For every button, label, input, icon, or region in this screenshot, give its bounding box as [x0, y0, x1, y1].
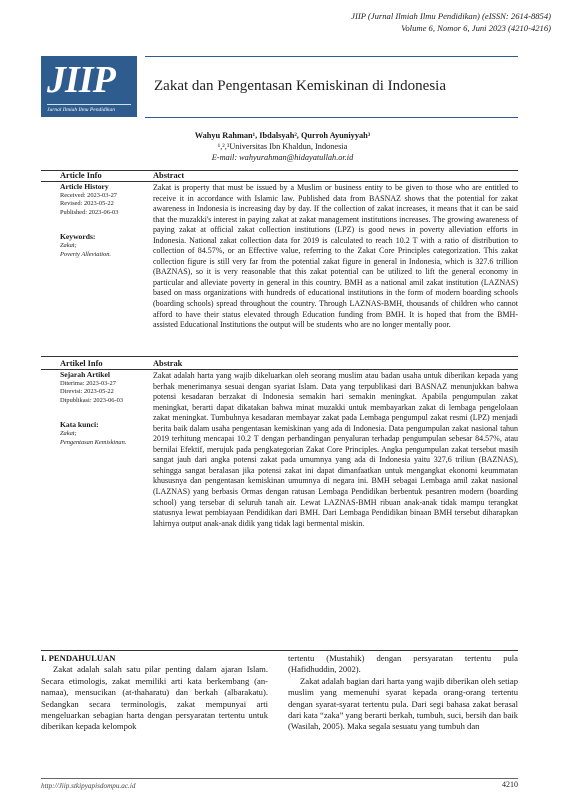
abstract-heading: Abstract [153, 171, 185, 180]
keywords-heading: Keywords: [60, 232, 96, 242]
abstract-english: Zakat is property that must be issued by a Muslim or business entity to be given to those who are entitled to receive it in accordance with Islamic law. Published data from BASNAZ shows that the potential for zakat awareness in Indonesia is increasing day by day. If the collection of zakat increases, it means that it can be said that the muzakki's interest in paying zakat at zakat management institutions increases. The growing awareness of paying zakat at official zakat collection institutions (LPZ) is good news in poverty alleviation efforts in Indonesia. National zakat collection data for 2019 is calculated to reach 10.2 T with a ratio of distribution to collection of 84.57%, or an Effective value, referring to the Zakat Core Principles categorization. This zakat collection figure is still very far from the potential zakat figure in general in Indonesia, which is 327.6 trillion (BAZNAS), so it is very reasonable that this zakat potential can be utilized to lift the general economy in particular and alleviate poverty in general in this country. BMH as a national amil zakat institution (LAZNAS) based on mass organizations with hundreds of educational institutions in the form of modern boarding schools (boarding schools) spread throughout the country. Through LAZNAS-BMH, thousands of children who cannot afford to have their status elevated through Education funding from BMH. It is hoped that from the BMH-assisted Educational Institutions the output will be students who are no longer mentally poor. [153, 183, 518, 330]
abstrak-heading: Abstrak [153, 359, 183, 368]
received-date: Diterima: 2023-03-27 [60, 379, 116, 387]
section-heading: I. PENDAHULUAN [41, 653, 116, 663]
journal-logo [41, 56, 137, 117]
article-title: Zakat dan Pengentasan Kemiskinan di Indonesia [154, 78, 447, 94]
history-heading: Sejarah Artikel [60, 370, 110, 379]
author-block [0, 130, 565, 163]
body-column-right [288, 653, 518, 733]
journal-header [351, 10, 551, 34]
history-heading: Article History [60, 182, 109, 191]
rule-en-top [41, 170, 518, 171]
rule-id-mid [41, 369, 518, 370]
logo-divider [47, 104, 131, 105]
published-date: Dipublikasi: 2023-06-03 [60, 396, 124, 404]
published-date: Published: 2023-06-03 [60, 208, 119, 216]
abstract-indonesian: Zakat adalah harta yang wajib dikeluarkan oleh seorang muslim atau badan usaha untuk diberikan kepada yang berhak menerimanya sesuai dengan syariat Islam. Data yang terpublikasi dari BASNAZ menunjukkan bahwa potensi kesadaran berzakat di Indonesia semakin hari semakin meningkat. Apabila pengumpulan zakat meningkat, berarti dapat dikatakan bahwa minat muzakki untuk membayarkan zakat di lembaga pengelolaan zakat meningkat. Tumbuhnya kesadaran membayar zakat pada Lembaga pengumpul zakat resmi (LPZ) menjadi berita baik dalam usaha pengentasan kemiskinan yang ada di Indonesia. Data pengumpulan zakat nasional tahun 2019 terhitung mencapai 10.2 T dengan perbandingan penyaluran terhadap pengumpulan sebesar 84.57%, atau bernilai Efektif, merujuk pada pengkategorian Zakat Core Principles. Angka pengumpulan zakat tersebut masih sangat jauh dari angka potensi zakat pada umumnya yang ada di Indonesia yaitu 327,6 triliun (BAZNAS), sehingga sangat beralasan jika potensi zakat ini dapat dimanfaatkan untuk mengangkat ekonomi keummatan khususnya dan pengentasan kemiskinan umumnya di negara ini. BMH sebagai Lembaga amil zakat nasional (LAZNAS) yang berbasis Ormas dengan ratusan Lembaga Pendidikan berbentuk pesantren modern (boarding school) yang tersebar di seluruh tanah air. Lewat LAZNAS-BMH ribuan anak-anak tidak mampu terangkat statusnya lewat pembiayaan Pendidikan dari BMH. Dari Lembaga Pendidikan binaan BMH tersebut diharapkan lahirnya output anak-anak didik yang tidak lagi bermental miskin. [153, 371, 518, 528]
author-names: Wahyu Rahman¹, Ibdalsyah², Qurroh Ayuniyyah³ [194, 131, 371, 140]
journal-volume: Volume 6, Nomor 6, Juni 2023 (4210-4216) [401, 23, 551, 33]
keyword: Pengentasan Kemiskinan. [60, 438, 127, 446]
body-paragraph: Zakat adalah bagian dari harta yang wajib diberikan oleh setiap muslim yang memenuhi syarat kepada orang-orang tertentu dengan syarat-syarat tertentu pula. Dari segi bahasa zakat berasal dari kata “zaka” yang berarti berkah, tumbuh, suci, bersih dan baik (Wasilah, 2005). Maka segala sesuatu yang tumbuh dan [288, 675, 518, 732]
title-rule-top [145, 56, 518, 57]
keyword: Zakat; [60, 429, 77, 437]
revised-date: Revised: 2023-05-22 [60, 200, 114, 208]
body-column-left [41, 653, 268, 733]
footer-url[interactable]: http://Jiip.stkipyapisdompu.ac.id [41, 782, 136, 790]
author-email: E-mail: wahyurahman@hidayatullah.or.id [211, 153, 354, 162]
author-affiliation: ¹,²,³Universitas Ibn Khaldun, Indonesia [217, 142, 348, 151]
page-number: 4210 [502, 780, 518, 789]
artikel-info-heading: Artikel Info [60, 359, 103, 368]
body-paragraph: tertentu (Mustahik) dengan persyaratan tertentu pula (Hafidhuddin, 2002). [288, 653, 518, 675]
rule-en-mid [41, 181, 518, 182]
logo-subtitle: Jurnal Ilmiah Ilmu Pendidikan [47, 107, 115, 113]
revised-date: Direvisi: 2023-05-22 [60, 388, 114, 396]
journal-name: JIIP (Jurnal Ilmiah Ilmu Pendidikan) (eISSN: 2614-8854) [351, 11, 551, 21]
article-info-heading: Article Info [60, 171, 102, 180]
sejarah-artikel [60, 371, 148, 447]
title-rule-bottom [145, 117, 518, 118]
keywords-heading: Kata kunci: [60, 420, 99, 430]
body-paragraph: Zakat adalah salah satu pilar penting dalam ajaran Islam. Secara etimologis, zakat memiliki arti kata berkembang (an-namaa), mensucikan (at-thaharatu) dan berkah (albarakatu). Sedangkan secara terminologis, zakat mempunyai arti mengeluarkan sebagian harta dengan persyaratan tertentu untuk diberikan kepada kelompok [41, 664, 268, 732]
received-date: Received: 2023-03-27 [60, 191, 117, 199]
rule-id-bottom [41, 650, 518, 651]
rule-en-bottom [41, 356, 518, 357]
article-history [60, 183, 148, 259]
keyword: Poverty Alleviation. [60, 250, 111, 258]
logo-text: JIIP [47, 59, 115, 101]
footer-rule [41, 778, 518, 779]
keyword: Zakat; [60, 241, 77, 249]
